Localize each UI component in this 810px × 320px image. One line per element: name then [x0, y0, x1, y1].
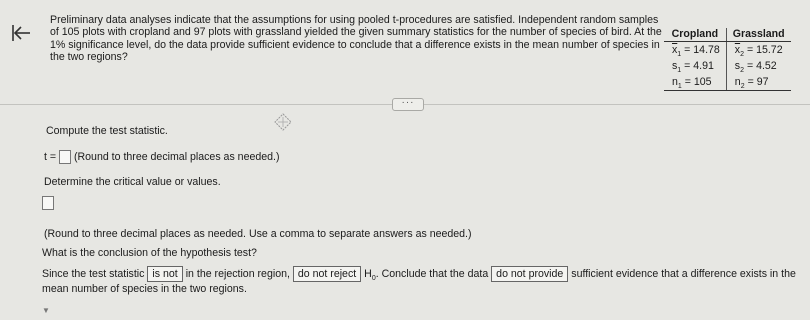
move-icon[interactable] [274, 113, 292, 131]
xbar1-cell: $\overline{x}_1 = 14.78$ [664, 42, 726, 59]
conclusion-heading: What is the conclusion of the hypothesis test? [42, 247, 257, 259]
n2-cell: $n_2 = 97$ [726, 74, 790, 91]
conclusion-line-2: mean number of species in the two regions. [42, 283, 247, 295]
s2-value: = 4.52 [746, 60, 777, 72]
conclusion-text-3: . Conclude that the data [375, 268, 489, 280]
back-arrow-icon [10, 22, 32, 44]
chevron-down-icon: ▼ [42, 306, 50, 315]
conclusion-line-1 [42, 266, 796, 282]
s1-cell: $s_1 = 4.91$ [664, 58, 726, 74]
xbar2-value: = 15.72 [746, 44, 783, 56]
compute-heading: Compute the test statistic. [46, 125, 168, 137]
conclusion-text-1: Since the test statistic [42, 268, 145, 280]
t-statistic-row [44, 150, 280, 164]
more-options-button[interactable]: ··· [392, 98, 424, 111]
t-statistic-input[interactable] [59, 150, 71, 164]
critical-heading: Determine the critical value or values. [44, 176, 221, 188]
t-label: t = [44, 150, 57, 163]
back-arrow-button[interactable] [10, 22, 32, 44]
problem-line-3: 1% significance level, do the data provide sufficient evidence to conclude that a difference exists in the mean number of species in [50, 38, 660, 51]
problem-line-2: of 105 plots with cropland and 97 plots with grassland yielded the given summary statistics for the number of species of bird. At the [50, 26, 662, 39]
n2-value: = 97 [747, 76, 769, 88]
conclusion-text-2: in the rejection region, [185, 268, 290, 280]
problem-statement [50, 14, 662, 64]
n1-value: = 105 [684, 76, 712, 88]
critical-round-hint: (Round to three decimal places as needed. Use a comma to separate answers as needed.) [44, 228, 472, 240]
col-header-cropland: Cropland [664, 28, 726, 42]
h0-symbol: $H_0$ [364, 268, 376, 282]
xbar2-cell: $\overline{x}_2 = 15.72$ [734, 44, 783, 58]
s1-value: = 4.91 [684, 60, 714, 72]
n1-cell: $n_1 = 105$ [664, 74, 726, 91]
rejection-region-dropdown[interactable]: is not [147, 266, 182, 282]
xbar1-value: = 14.78 [684, 44, 720, 56]
problem-line-4: the two regions? [50, 51, 128, 64]
s2-cell: $s_2 = 4.52$ [734, 60, 777, 74]
reject-decision-dropdown[interactable]: do not reject [293, 266, 361, 282]
critical-value-input[interactable] [42, 196, 54, 210]
problem-line-1: Preliminary data analyses indicate that the assumptions for using pooled t-procedures are satisfied. Independent random samples [50, 14, 659, 26]
conclusion-text-4: sufficient evidence that a difference exists in the [571, 268, 796, 280]
summary-statistics-table [664, 28, 791, 91]
evidence-dropdown[interactable]: do not provide [491, 266, 568, 282]
col-header-grassland: Grassland [726, 28, 790, 42]
t-round-hint: (Round to three decimal places as needed.) [73, 150, 280, 163]
